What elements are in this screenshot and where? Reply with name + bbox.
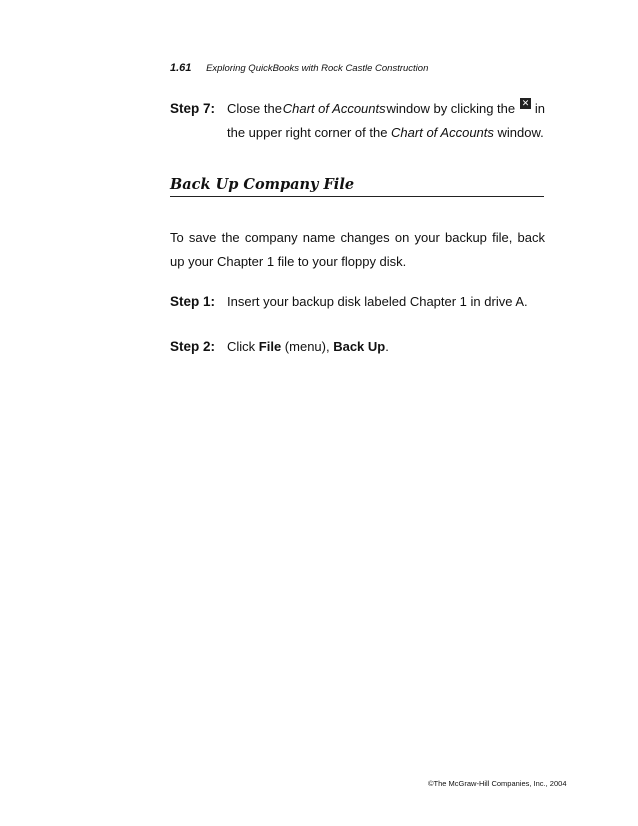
- step-7-text-a: Close the: [227, 101, 282, 116]
- step-7-text-f: window.: [493, 125, 544, 140]
- step-2-text: [227, 336, 389, 358]
- copyright-footer: ©The McGraw-Hill Companies, Inc., 2004: [428, 779, 567, 788]
- page-header: [170, 62, 428, 74]
- section-title: Back Up Company File: [170, 176, 544, 197]
- chart-of-accounts-ref-2: Chart of Accounts: [391, 125, 494, 140]
- step-2-text-a: Click: [227, 339, 259, 354]
- step-7-label: Step 7:: [170, 101, 216, 116]
- close-box-icon: ✕: [521, 98, 530, 108]
- step-2-label: Step 2:: [170, 339, 216, 354]
- step-7-text-d: in: [534, 101, 545, 116]
- step-2-text-b: (menu),: [281, 339, 334, 354]
- step-7-line-1: [227, 98, 545, 120]
- intro-paragraph: To save the company name changes on your backup file, back up your Chapter 1 file to your floppy disk.: [170, 230, 545, 269]
- back-up-ref: Back Up: [333, 339, 386, 354]
- step-7-line-2: [227, 122, 545, 144]
- step-7-text: [227, 98, 545, 144]
- chart-of-accounts-ref: Chart of Accounts: [282, 101, 386, 116]
- page-number: 1.61: [170, 62, 192, 74]
- step-2-text-c: .: [385, 339, 389, 354]
- step-7-text-e: the upper right corner of the: [227, 125, 392, 140]
- step-1-text: Insert your backup disk labeled Chapter 1 in drive A.: [227, 294, 528, 309]
- file-menu-ref: File: [258, 339, 282, 354]
- step-1-label: Step 1:: [170, 294, 216, 309]
- step-7-text-c: window by clicking the: [386, 101, 516, 116]
- running-title: Exploring QuickBooks with Rock Castle Construction: [206, 63, 429, 74]
